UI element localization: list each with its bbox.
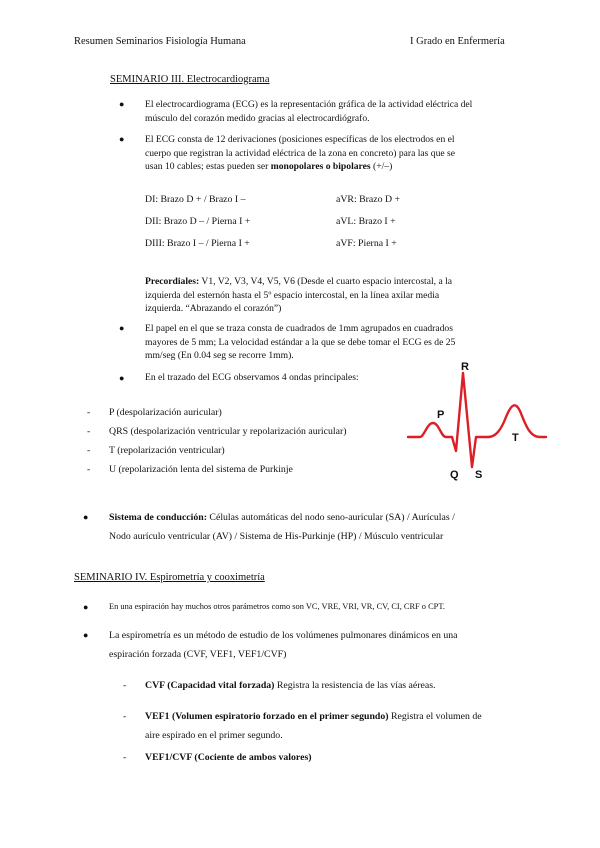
derivation-aVF: aVF: Pierna I +	[336, 238, 397, 249]
bullet-ecg-definition: ● El electrocardiograma (ECG) es la representación gráfica de la actividad eléctrica del músculo del corazón medido gracias al electrocardiógrafo.	[119, 99, 473, 124]
ecg-trace	[408, 373, 546, 467]
ecg-waveform-diagram	[400, 355, 550, 490]
header-right: I Grado en Enfermería	[410, 36, 505, 47]
spirometry-item-VEF1-CVF: - VEF1/CVF (Cociente de ambos valores)	[123, 752, 312, 763]
derivation-aVR: aVR: Brazo D +	[336, 194, 401, 205]
header-left: Resumen Seminarios Fisiología Humana	[74, 36, 246, 47]
bullet-icon: ●	[83, 630, 89, 640]
wave-item-P: - P (despolarización auricular)	[87, 407, 222, 418]
bullet-icon: ●	[119, 323, 125, 333]
spirometry-item-VEF1: - VEF1 (Volumen espiratorio forzado en el primer segundo) Registra el volumen de aire espirado en el primer segundo.	[123, 711, 482, 741]
derivation-aVL: aVL: Brazo I +	[336, 216, 396, 227]
bullet-ecg-waves-intro: ● En el trazado del ECG observamos 4 ondas principales:	[145, 370, 445, 386]
spirometry-item-CVF: - CVF (Capacidad vital forzada) Registra la resistencia de las vías aéreas.	[123, 680, 436, 691]
bullet-ecg-derivations: ● El ECG consta de 12 derivaciones (posiciones específicas de los electrodos en el cuerpo que registran la actividad eléctrica de la zona en concreto) para las que se usan 10 cables; estas pueden ser monopolares o bipolares (+/–)	[119, 134, 456, 172]
bullet-icon: ●	[119, 373, 125, 383]
derivation-DIII: DIII: Brazo I – / Pierna I +	[145, 238, 250, 249]
ecg-label-P: P	[437, 409, 445, 421]
ecg-label-Q: Q	[450, 469, 459, 481]
bullet-icon: ●	[119, 134, 125, 144]
derivation-DII: DII: Brazo D – / Pierna I +	[145, 216, 251, 227]
bullet-icon: ●	[83, 602, 89, 612]
bullet-spirometry-parameters: ● En una espiración hay muchos otros parámetros como son VC, VRE, VRI, VR, CV, CI, CRF o CPT.	[109, 599, 549, 615]
bullet-conduction-system: ● Sistema de conducción: Células automáticas del nodo seno-auricular (SA) / Aurículas / Nodo aurículo ventricular (AV) / Sistema de His-Purkinje (HP) / Músculo ventricular	[109, 508, 529, 546]
wave-item-U: - U (repolarización lenta del sistema de Purkinje	[87, 464, 293, 475]
wave-item-T: - T (repolarización ventricular)	[87, 445, 225, 456]
bullet-spirometry-definition: ● La espirometría es un método de estudio de los volúmenes pulmonares dinámicos en una espiración forzada (CVF, VEF1, VEF1/CVF)	[109, 626, 529, 664]
bullet-icon: ●	[83, 512, 89, 522]
ecg-label-S: S	[475, 469, 483, 481]
ecg-label-T: T	[512, 432, 519, 444]
bullet-ecg-paper: ● El papel en el que se traza consta de cuadrados de 1mm agrupados en cuadrados mayores de 5 mm; La velocidad estándar a la que se debe tomar el ECG es de 25 mm/seg (En 0.04 seg se recorre 1mm).	[119, 323, 456, 361]
ecg-label-R: R	[461, 361, 469, 373]
derivation-DI: DI: Brazo D + / Brazo I –	[145, 194, 246, 205]
section-title-seminar4: SEMINARIO IV. Espirometría y cooximetría	[74, 572, 265, 583]
bullet-icon: ●	[119, 99, 125, 109]
wave-item-QRS: - QRS (despolarización ventricular y repolarización auricular)	[87, 426, 347, 437]
precordiales-paragraph: Precordiales: V1, V2, V3, V4, V5, V6 (Desde el cuarto espacio intercostal, a la izquierda del esternón hasta el 5º espacio intercostal, en la línea axilar media izquierda. “Abrazando el corazón”)	[145, 276, 453, 314]
section-title-seminar3: SEMINARIO III. Electrocardiograma	[110, 74, 270, 85]
